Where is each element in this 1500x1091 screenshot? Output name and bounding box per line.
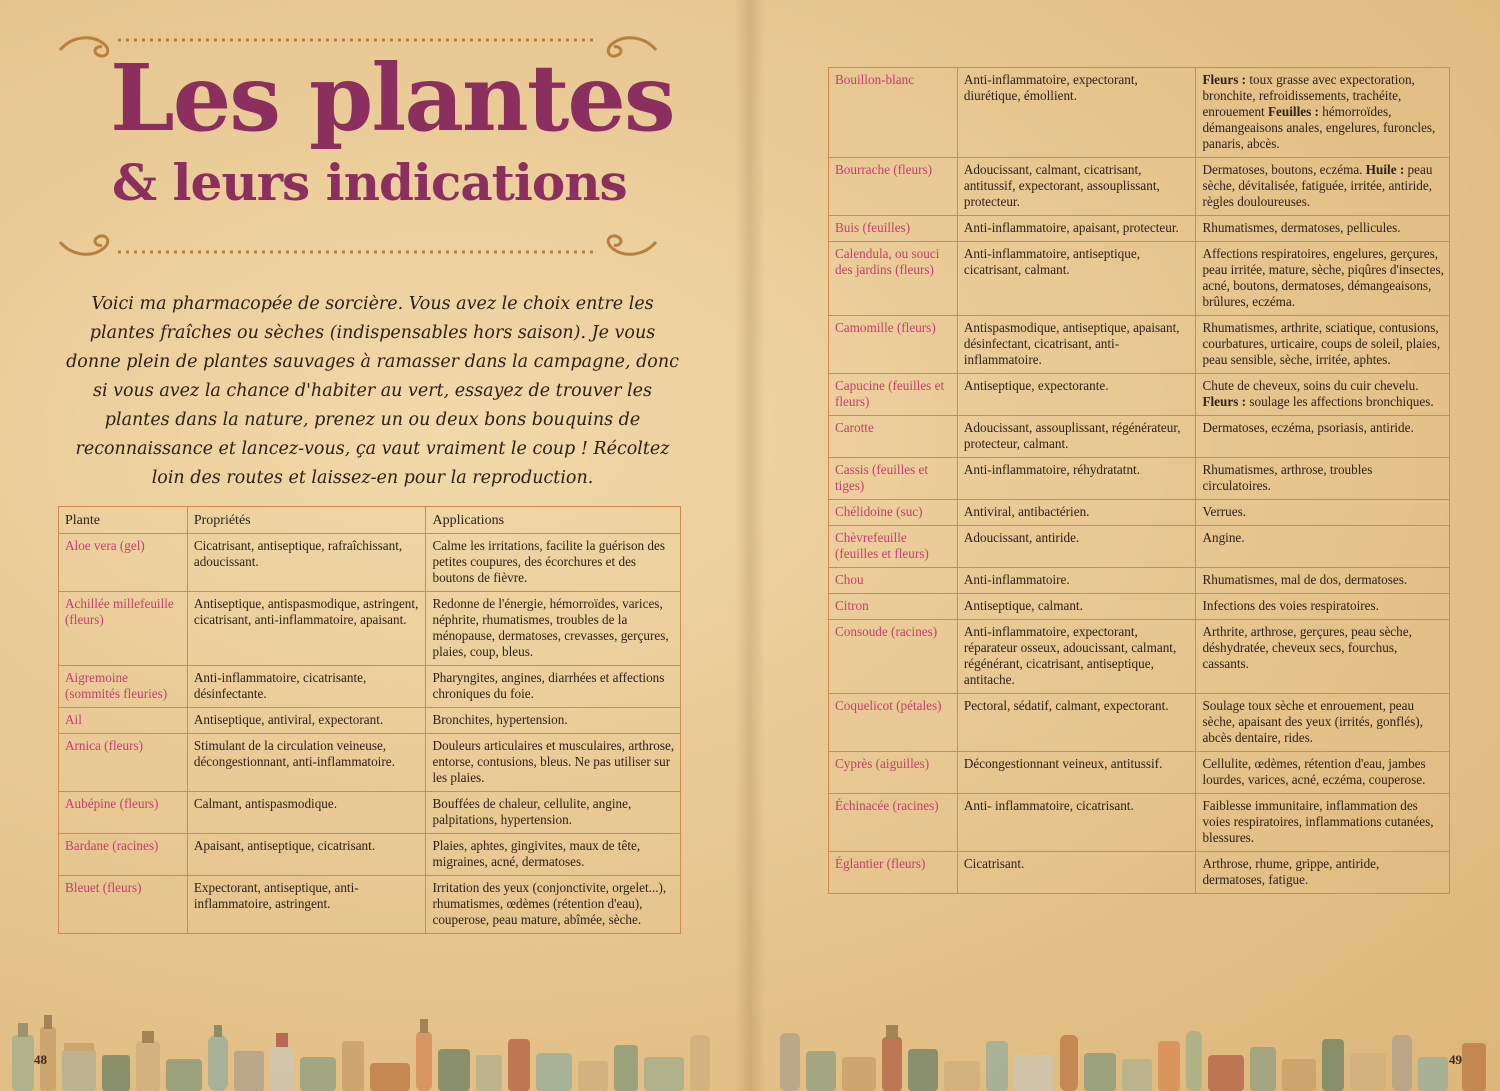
table-row — [59, 534, 681, 592]
plant-applications: Douleurs articulaires et musculaires, arthrose, entorse, contusions, bleus. Ne pas utiliser sur les plaies. — [426, 734, 681, 792]
table-row — [829, 242, 1450, 316]
table-row — [829, 526, 1450, 568]
plant-applications: Rhumatismes, arthrose, troubles circulatoires. — [1196, 458, 1450, 500]
plant-applications: Angine. — [1196, 526, 1450, 568]
plant-name: Citron — [829, 594, 958, 620]
table-row — [829, 752, 1450, 794]
plant-name: Échinacée (racines) — [829, 794, 958, 852]
plant-name: Aubépine (fleurs) — [59, 792, 188, 834]
plant-applications: Bronchites, hypertension. — [426, 708, 681, 734]
table-row — [829, 316, 1450, 374]
table-row — [829, 158, 1450, 216]
plant-name: Bardane (racines) — [59, 834, 188, 876]
plant-name: Achillée millefeuille (fleurs) — [59, 592, 188, 666]
plant-properties: Adoucissant, antiride. — [957, 526, 1196, 568]
plant-properties: Anti-inflammatoire, expectorant, diurétique, émollient. — [957, 68, 1196, 158]
table-row — [829, 416, 1450, 458]
plant-properties: Cicatrisant, antiseptique, rafraîchissant, adoucissant. — [187, 534, 426, 592]
plant-properties: Anti- inflammatoire, cicatrisant. — [957, 794, 1196, 852]
table-row — [829, 852, 1450, 894]
table-row — [829, 216, 1450, 242]
plant-applications: Faiblesse immunitaire, inflammation des voies respiratoires, inflammations cutanées, blessures. — [1196, 794, 1450, 852]
table-row — [59, 876, 681, 934]
table-row — [59, 708, 681, 734]
plant-properties: Cicatrisant. — [957, 852, 1196, 894]
plant-properties: Antiviral, antibactérien. — [957, 500, 1196, 526]
plant-properties: Anti-inflammatoire, cicatrisante, désinfectante. — [187, 666, 426, 708]
header-properties: Propriétés — [187, 507, 426, 534]
plant-applications: Irritation des yeux (conjonctivite, orgelet...), rhumatismes, œdèmes (rétention d'eau), couperose, peau mature, abîmée, sèche. — [426, 876, 681, 934]
table-row — [829, 568, 1450, 594]
plant-name: Bleuet (fleurs) — [59, 876, 188, 934]
plant-properties: Antiseptique, antiviral, expectorant. — [187, 708, 426, 734]
plant-applications: Arthrite, arthrose, gerçures, peau sèche, déshydratée, cheveux secs, fourchus, cassants. — [1196, 620, 1450, 694]
plant-applications: Calme les irritations, facilite la guérison des petites coupures, des écorchures et des boutons de fièvre. — [426, 534, 681, 592]
right-plant-table — [828, 67, 1450, 894]
plant-applications: Arthrose, rhume, grippe, antiride, dermatoses, fatigue. — [1196, 852, 1450, 894]
app-text: soulage les affections bronchiques. — [1246, 394, 1434, 409]
plant-name: Arnica (fleurs) — [59, 734, 188, 792]
table-row — [829, 68, 1450, 158]
plant-name: Cassis (feuilles et tiges) — [829, 458, 958, 500]
plant-name: Bourrache (fleurs) — [829, 158, 958, 216]
table-row — [59, 834, 681, 876]
plant-properties: Antispasmodique, antiseptique, apaisant, désinfectant, cicatrisant, anti-inflammatoire. — [957, 316, 1196, 374]
plant-name: Carotte — [829, 416, 958, 458]
intro-paragraph: Voici ma pharmacopée de sorcière. Vous avez le choix entre les plantes fraîches ou sèches (indispensables hors saison). Je vous donne plein de plantes sauvages à ramasser dans la campagne, donc si vous avez la chance d'habiter au vert, essayez de trouver les plantes dans la nature, prenez un ou deux bons bouquins de reconnaissance et lancez-vous, ça vaut vraiment le coup ! Récoltez loin des routes et laissez-en pour la reproduction. — [66, 294, 679, 488]
plant-properties: Anti-inflammatoire, antiseptique, cicatrisant, calmant. — [957, 242, 1196, 316]
plant-applications — [1196, 158, 1450, 216]
app-text: toux grasse avec expectoration, bronchite, refroidissements, trachéite, enrouement — [1202, 72, 1415, 119]
plant-applications: Dermatoses, eczéma, psoriasis, antiride. — [1196, 416, 1450, 458]
plant-properties: Antiseptique, expectorante. — [957, 374, 1196, 416]
app-text: Chute de cheveux, soins du cuir chevelu. — [1202, 378, 1419, 393]
plant-applications: Cellulite, œdèmes, rétention d'eau, jambes lourdes, varices, acné, eczéma, couperose. — [1196, 752, 1450, 794]
plant-name: Buis (feuilles) — [829, 216, 958, 242]
app-bold-label: Huile : — [1365, 162, 1405, 177]
plant-properties: Pectoral, sédatif, calmant, expectorant. — [957, 694, 1196, 752]
plant-name: Bouillon-blanc — [829, 68, 958, 158]
table-row — [829, 500, 1450, 526]
plant-name: Chélidoine (suc) — [829, 500, 958, 526]
plant-applications: Rhumatismes, arthrite, sciatique, contusions, courbatures, urticaire, coups de soleil, plaies, peau sensible, sèche, irritée, aphtes. — [1196, 316, 1450, 374]
table-row — [829, 694, 1450, 752]
page-number-left: 48 — [34, 1052, 47, 1067]
plant-properties: Anti-inflammatoire. — [957, 568, 1196, 594]
plant-properties: Expectorant, antiseptique, anti-inflammatoire, astringent. — [187, 876, 426, 934]
plant-name: Aloe vera (gel) — [59, 534, 188, 592]
plant-name: Consoude (racines) — [829, 620, 958, 694]
table-header-row — [59, 507, 681, 534]
plant-applications — [1196, 68, 1450, 158]
header-applications: Applications — [426, 507, 681, 534]
page-title-line2: & leurs indications — [112, 153, 627, 212]
plant-applications: Verrues. — [1196, 500, 1450, 526]
plant-name: Camomille (fleurs) — [829, 316, 958, 374]
table-row — [829, 794, 1450, 852]
table-row — [59, 734, 681, 792]
plant-properties: Stimulant de la circulation veineuse, décongestionnant, anti-inflammatoire. — [187, 734, 426, 792]
table-row — [829, 594, 1450, 620]
plant-applications: Redonne de l'énergie, hémorroïdes, varices, néphrite, rhumatismes, troubles de la ménopause, dermatoses, crevasses, gerçures, plaies, coup, bleus. — [426, 592, 681, 666]
page-gutter — [735, 0, 765, 1091]
table-row — [59, 792, 681, 834]
bottom-flourish-ornament — [58, 228, 658, 264]
bottles-shelf-illustration — [0, 1005, 1500, 1091]
plant-properties: Calmant, antispasmodique. — [187, 792, 426, 834]
plant-applications: Infections des voies respiratoires. — [1196, 594, 1450, 620]
plant-applications: Rhumatismes, mal de dos, dermatoses. — [1196, 568, 1450, 594]
table-row — [59, 592, 681, 666]
plant-properties: Anti-inflammatoire, expectorant, réparateur osseux, adoucissant, calmant, régénérant, cicatrisant, antiseptique, antitache. — [957, 620, 1196, 694]
app-bold-label: Feuilles : — [1268, 104, 1319, 119]
app-text: peau sèche, dévitalisée, fatiguée, irritée, antiride, règles douloureuses. — [1202, 162, 1433, 209]
plant-properties: Décongestionnant veineux, antitussif. — [957, 752, 1196, 794]
plant-name: Aigremoine (sommités fleuries) — [59, 666, 188, 708]
plant-applications: Affections respiratoires, engelures, gerçures, peau irritée, mature, sèche, piqûres d'insectes, acné, boutons, dermatoses, démangeaisons, brûlures, eczéma. — [1196, 242, 1450, 316]
left-plant-table — [58, 506, 681, 934]
plant-name: Coquelicot (pétales) — [829, 694, 958, 752]
plant-name: Chou — [829, 568, 958, 594]
app-bold-label: Fleurs : — [1202, 394, 1247, 409]
plant-applications: Bouffées de chaleur, cellulite, angine, palpitations, hypertension. — [426, 792, 681, 834]
plant-properties: Adoucissant, assouplissant, régénérateur, protecteur, calmant. — [957, 416, 1196, 458]
plant-name: Cyprès (aiguilles) — [829, 752, 958, 794]
plant-properties: Antiseptique, antispasmodique, astringent, cicatrisant, anti-inflammatoire, apaisant. — [187, 592, 426, 666]
plant-applications: Plaies, aphtes, gingivites, maux de tête, migraines, acné, dermatoses. — [426, 834, 681, 876]
plant-applications: Pharyngites, angines, diarrhées et affections chroniques du foie. — [426, 666, 681, 708]
plant-properties: Anti-inflammatoire, apaisant, protecteur. — [957, 216, 1196, 242]
app-text: hémorroïdes, démangeaisons anales, engelures, furoncles, panaris, abcès. — [1202, 104, 1436, 151]
page-number-right: 49 — [1449, 1052, 1462, 1067]
plant-properties: Adoucissant, calmant, cicatrisant, antitussif, expectorant, assouplissant, protecteur. — [957, 158, 1196, 216]
table-row — [829, 458, 1450, 500]
page-title-line1: Les plantes — [110, 44, 674, 152]
header-plant: Plante — [59, 507, 188, 534]
plant-name: Églantier (fleurs) — [829, 852, 958, 894]
plant-properties: Apaisant, antiseptique, cicatrisant. — [187, 834, 426, 876]
plant-applications: Soulage toux sèche et enrouement, peau sèche, apaisant des yeux (irrités, gonflés), abcès dentaire, rides. — [1196, 694, 1450, 752]
plant-applications: Rhumatismes, dermatoses, pellicules. — [1196, 216, 1450, 242]
plant-properties: Anti-inflammatoire, réhydratatnt. — [957, 458, 1196, 500]
app-bold-label: Fleurs : — [1202, 72, 1247, 87]
plant-name: Chèvrefeuille (feuilles et fleurs) — [829, 526, 958, 568]
plant-name: Capucine (feuilles et fleurs) — [829, 374, 958, 416]
app-text: Dermatoses, boutons, eczéma. — [1202, 162, 1366, 177]
plant-name: Calendula, ou souci des jardins (fleurs) — [829, 242, 958, 316]
table-row — [829, 374, 1450, 416]
table-row — [829, 620, 1450, 694]
plant-applications — [1196, 374, 1450, 416]
plant-properties: Antiseptique, calmant. — [957, 594, 1196, 620]
plant-name: Ail — [59, 708, 188, 734]
table-row — [59, 666, 681, 708]
